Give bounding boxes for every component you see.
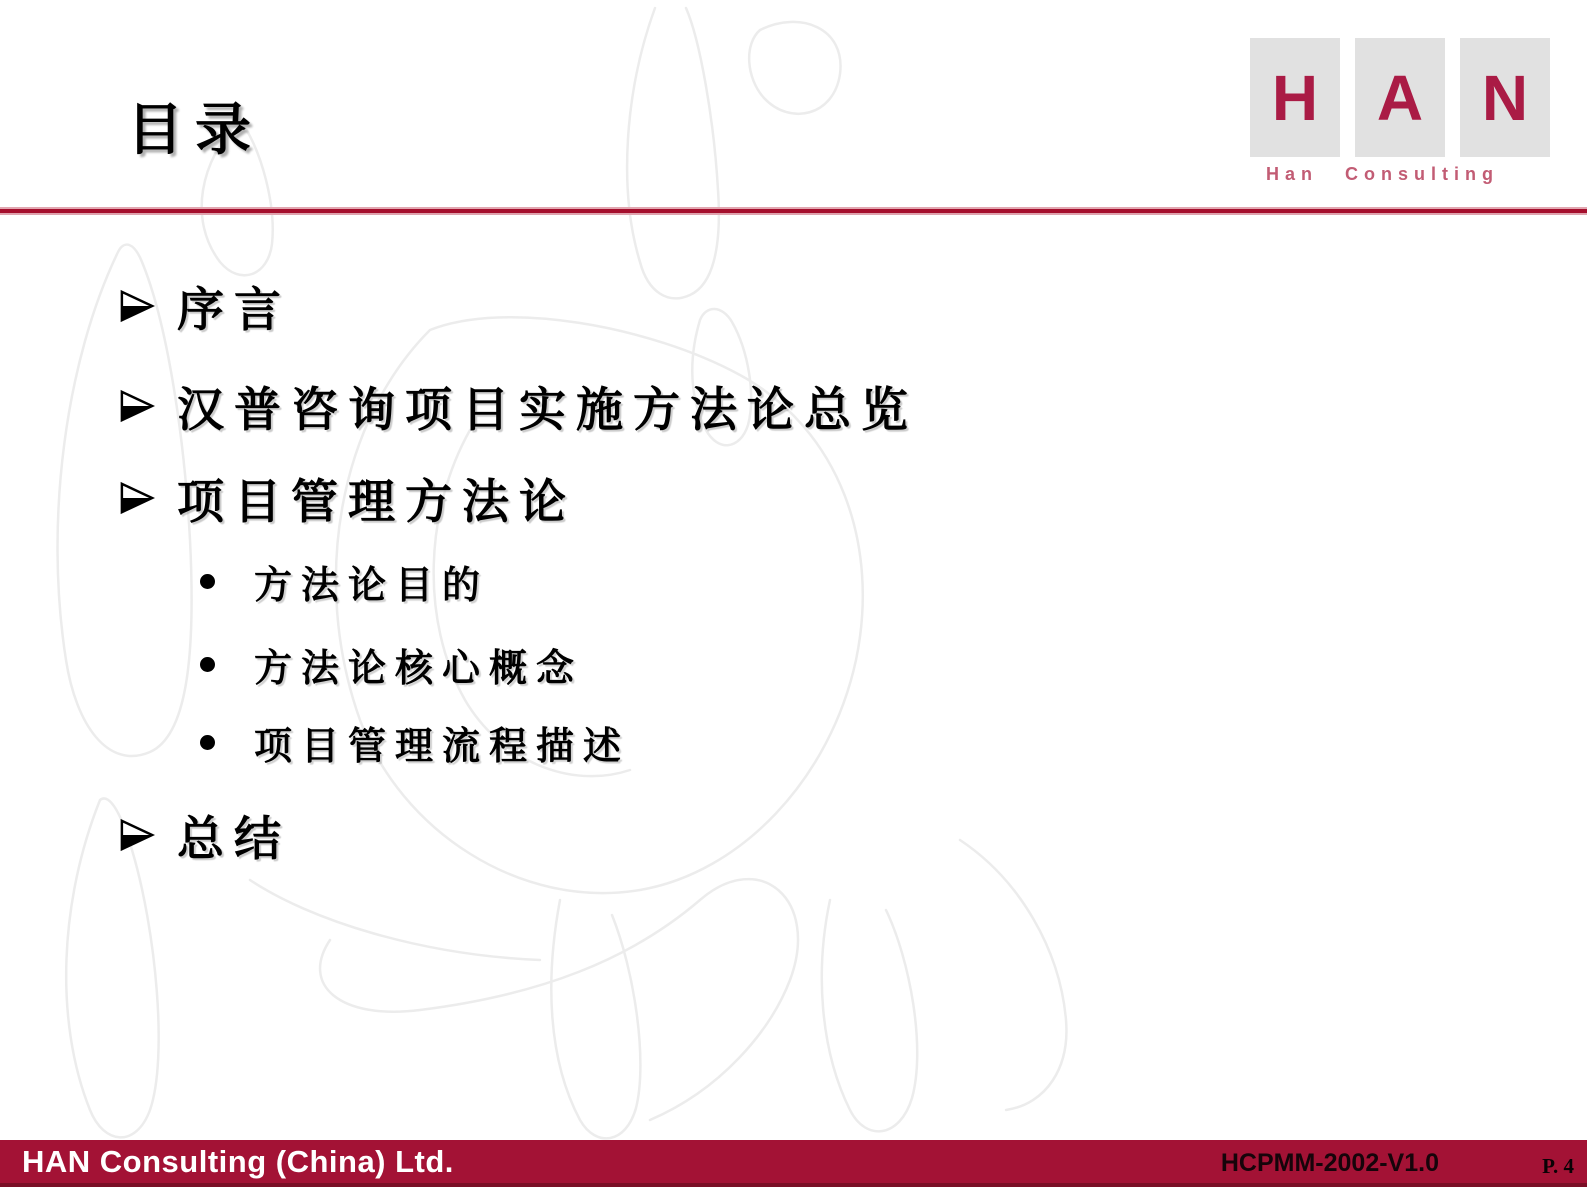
toc-item-label: 序言: [177, 284, 291, 337]
footer-company-name: HAN Consulting (China) Ltd.: [22, 1144, 454, 1179]
page-title: 目录: [127, 100, 263, 162]
toc-subitem-methodology-purpose: [200, 557, 489, 605]
logo-subtext: Han Consulting: [1266, 164, 1499, 184]
footer-bar: [0, 1140, 1587, 1187]
footer-document-id: HCPMM-2002-V1.0: [1220, 1149, 1439, 1177]
arrow-bullet-icon: [118, 389, 156, 423]
dot-bullet-icon: [200, 735, 215, 750]
toc-item-preface: [118, 276, 291, 336]
arrow-bullet-icon: [118, 481, 156, 515]
title-separator-line: [0, 207, 1587, 215]
dot-bullet-icon: [200, 657, 215, 672]
toc-subitem-label: 项目管理流程描述: [254, 725, 631, 768]
logo-letter-squares: [1250, 38, 1550, 157]
toc-subitem-label: 方法论目的: [254, 564, 490, 607]
toc-subitem-process-description: [200, 718, 630, 766]
han-consulting-logo: [1250, 38, 1550, 185]
toc-subitem-core-concepts: [200, 640, 583, 688]
toc-item-summary: [118, 805, 291, 865]
logo-letter-n: N: [1460, 38, 1550, 157]
toc-item-label: 汉普咨询项目实施方法论总览: [177, 384, 918, 437]
toc-item-label: 项目管理方法论: [177, 476, 576, 529]
logo-letter-h: H: [1250, 38, 1340, 157]
logo-letter-a: A: [1355, 38, 1445, 157]
toc-item-methodology-overview: [118, 376, 918, 436]
arrow-bullet-icon: [118, 289, 156, 323]
toc-subitem-label: 方法论核心概念: [254, 647, 584, 690]
footer-page-number: P. 4: [1542, 1154, 1574, 1178]
arrow-bullet-icon: [118, 818, 156, 852]
toc-item-project-management-methodology: [118, 468, 576, 528]
toc-item-label: 总结: [177, 813, 291, 866]
dot-bullet-icon: [200, 574, 215, 589]
